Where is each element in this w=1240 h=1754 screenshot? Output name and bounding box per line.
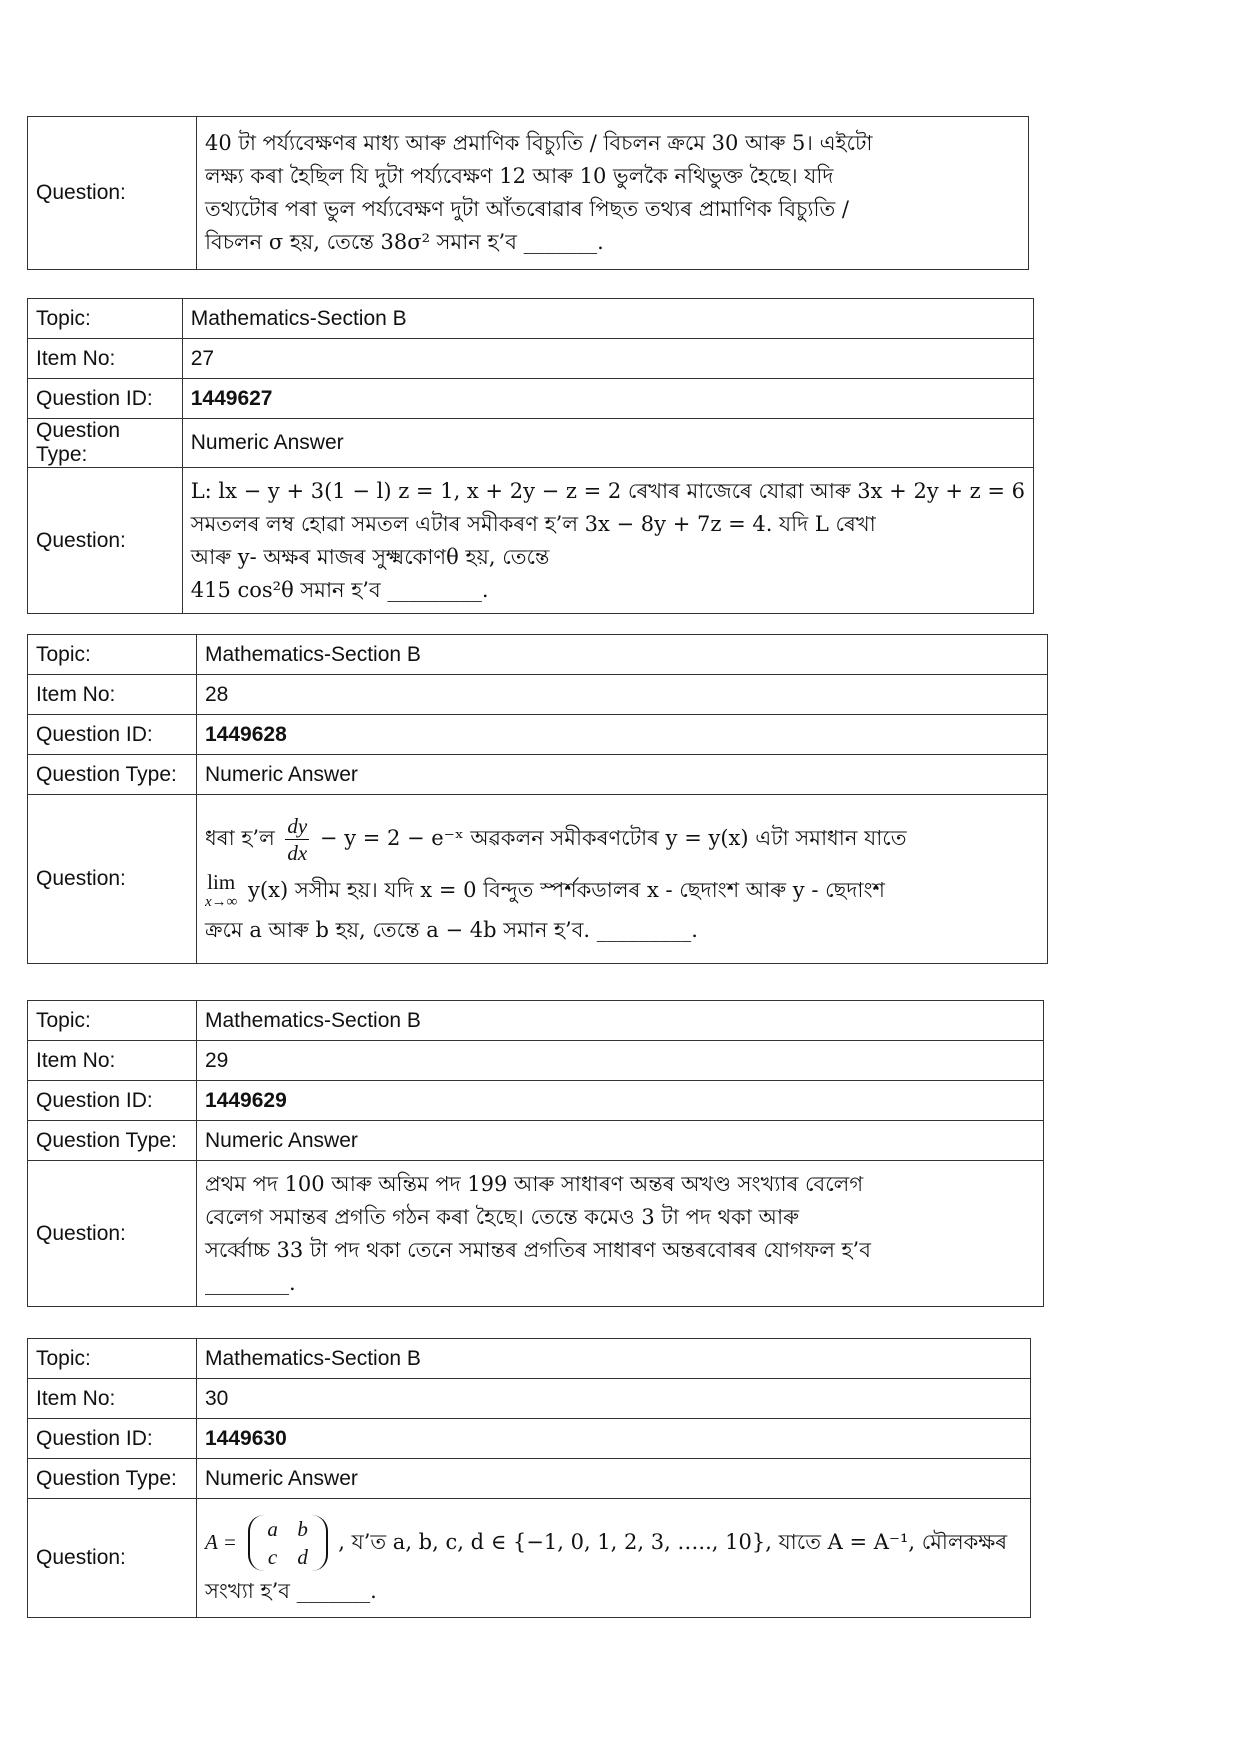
question-fragment: y(x) সসীম হয়। যদি x = 0 বিন্দুত স্পৰ্শকডালৰ x - ছেদাংশ আৰু y - ছেদাংশ <box>248 878 885 902</box>
question-type-label: Question Type: <box>28 1121 197 1161</box>
question-type-label: Question Type: <box>28 755 197 795</box>
question-type-label: Question Type: <box>28 1459 197 1499</box>
item-no-label: Item No: <box>28 1379 197 1419</box>
question-id-label: Question ID: <box>28 379 183 419</box>
question-line: তথ্যটোৰ পৰা ভুল পৰ্য্যবেক্ষণ দুটা আঁতৰোৱাৰ পিছত তথ্যৰ প্ৰামাণিক বিচ্যুতি / <box>205 197 849 221</box>
derivative-fraction <box>285 813 309 866</box>
question-fragment: , য’ত a, b, c, d ∈ {−1, 0, 1, 2, 3, ….., 10}, যাতে A = A⁻¹, মৌলকক্ষৰ <box>338 1529 1008 1554</box>
question-text <box>197 1499 1031 1618</box>
question-fragment: − y = 2 − e⁻ˣ অৱকলন সমীকৰণটোৰ y = y(x) এটা সমাধান যাতে <box>319 826 907 850</box>
matrix-lhs: A = <box>205 1529 237 1554</box>
fraction-numerator: dy <box>287 814 308 838</box>
item-no-value: 28 <box>197 675 1048 715</box>
topic-label: Topic: <box>28 299 183 339</box>
question-fragment: ধৰা হ’ল <box>205 826 275 850</box>
question-block-26 <box>27 116 1029 270</box>
question-text <box>197 795 1048 964</box>
item-no-label: Item No: <box>28 339 183 379</box>
question-line: আৰু y- অক্ষৰ মাজৰ সুক্ষ্মকোণθ হয়, তেন্তে <box>190 544 550 569</box>
question-id-value: 1449628 <box>197 715 1048 755</box>
question-id-value: 1449627 <box>182 379 1033 419</box>
question-block-29 <box>27 1000 1044 1307</box>
question-id-value: 1449630 <box>197 1419 1031 1459</box>
question-type-value: Numeric Answer <box>197 1121 1044 1161</box>
question-label: Question: <box>28 468 183 614</box>
question-line: বিচলন σ হয়, তেন্তে 38σ² সমান হ’ব _______. <box>205 230 604 254</box>
matrix-a <box>248 1515 328 1571</box>
question-label: Question: <box>28 1499 197 1618</box>
fraction-denominator: dx <box>287 841 308 865</box>
item-no-value: 29 <box>197 1041 1044 1081</box>
question-label: Question: <box>28 117 197 270</box>
topic-label: Topic: <box>28 635 197 675</box>
question-line: 40 টা পৰ্য্যবেক্ষণৰ মাধ্য আৰু প্ৰমাণিক বিচ্যুতি / বিচলন ক্ৰমে 30 আৰু 5। এইটো <box>205 131 873 155</box>
limit-subscript: x→∞ <box>205 893 238 910</box>
question-line: সমতলৰ লম্ব হোৱা সমতল এটাৰ সমীকৰণ হ’ল 3x − 8y + 7z = 4. যদি L ৰেখা <box>190 511 876 536</box>
question-type-label: Question Type: <box>28 419 183 468</box>
question-type-value: Numeric Answer <box>197 1459 1031 1499</box>
topic-label: Topic: <box>28 1339 197 1379</box>
question-block-27 <box>27 298 1034 614</box>
question-type-value: Numeric Answer <box>197 755 1048 795</box>
question-text <box>182 468 1033 614</box>
topic-value: Mathematics-Section B <box>197 635 1048 675</box>
question-line: সংখ্যা হ’ব _______. <box>205 1578 377 1603</box>
limit-operator <box>205 869 238 912</box>
question-line: লক্ষ্য কৰা হৈছিল যি দুটা পৰ্য্যবেক্ষণ 12 আৰু 10 ভুলকৈ নথিভুক্ত হৈছে। যদি <box>205 164 834 188</box>
matrix-entry: d <box>297 1545 308 1569</box>
question-line <box>205 866 1039 914</box>
topic-value: Mathematics-Section B <box>197 1339 1031 1379</box>
question-line: বেলেগ সমান্তৰ প্ৰগতি গঠন কৰা হৈছে। তেন্তে কমেও 3 টা পদ থকা আৰু <box>205 1204 799 1229</box>
topic-value: Mathematics-Section B <box>197 1001 1044 1041</box>
matrix-entry: a <box>267 1517 278 1541</box>
matrix-entry: b <box>297 1517 308 1541</box>
matrix-entry: c <box>267 1545 278 1569</box>
question-line: L: lx − y + 3(1 − l) z = 1, x + 2y − z = 2 ৰেখাৰ মাজেৰে যোৱা আৰু 3x + 2y + z = 6 <box>190 478 1025 503</box>
item-no-value: 27 <box>182 339 1033 379</box>
question-id-label: Question ID: <box>28 1419 197 1459</box>
item-no-label: Item No: <box>28 1041 197 1081</box>
item-no-value: 30 <box>197 1379 1031 1419</box>
question-line <box>205 811 1039 866</box>
question-line: সৰ্ব্বোচ্চ 33 টা পদ থকা তেনে সমান্তৰ প্ৰগতিৰ সাধাৰণ অন্তৰবোৰৰ যোগফল হ’ব <box>205 1237 871 1262</box>
question-label: Question: <box>28 795 197 964</box>
question-id-value: 1449629 <box>197 1081 1044 1121</box>
question-line: ক্ৰমে a আৰু b হয়, তেন্তে a − 4b সমান হ’ব. _________. <box>205 918 698 942</box>
question-id-label: Question ID: <box>28 1081 197 1121</box>
question-text <box>197 1161 1044 1307</box>
question-type-value: Numeric Answer <box>182 419 1033 468</box>
question-line: 415 cos²θ সমান হ’ব _________. <box>190 577 489 602</box>
question-text <box>197 117 1029 270</box>
item-no-label: Item No: <box>28 675 197 715</box>
topic-value: Mathematics-Section B <box>182 299 1033 339</box>
question-block-28 <box>27 634 1048 964</box>
question-line <box>205 1509 1022 1575</box>
question-id-label: Question ID: <box>28 715 197 755</box>
limit-word: lim <box>207 869 236 894</box>
question-block-30 <box>27 1338 1031 1618</box>
question-label: Question: <box>28 1161 197 1307</box>
question-line: প্ৰথম পদ 100 আৰু অন্তিম পদ 199 আৰু সাধাৰণ অন্তৰ অখণ্ড সংখ্যাৰ বেলেগ <box>205 1171 864 1196</box>
topic-label: Topic: <box>28 1001 197 1041</box>
question-line: ________. <box>205 1270 296 1295</box>
